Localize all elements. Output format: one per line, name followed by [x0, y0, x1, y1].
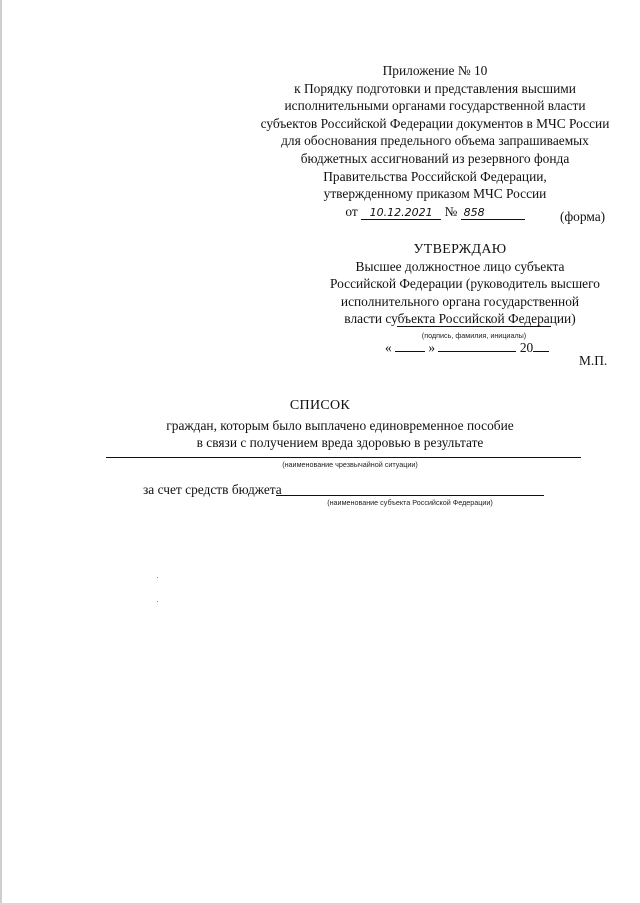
appendix-line: к Порядку подготовки и представления высшими	[294, 80, 576, 96]
emergency-name-line	[106, 457, 581, 458]
scan-edge-left	[0, 0, 2, 905]
year-blank	[533, 340, 549, 352]
seal-label: М.П.	[579, 353, 608, 368]
list-subtitle-line: граждан, которым было выплачено единовременное пособие	[166, 418, 514, 433]
year-prefix: 20	[519, 340, 534, 355]
approval-line: Высшее должностное лицо субъекта	[355, 259, 565, 275]
signature-caption: (подпись, фамилия, инициалы)	[421, 331, 527, 340]
day-blank	[395, 340, 425, 352]
date-open-quote: «	[385, 340, 392, 355]
list-subtitle-line: в связи с получением вреда здоровью в результате	[196, 434, 484, 450]
budget-caption: (наименование субъекта Российской Федерации)	[327, 498, 493, 507]
approval-line: исполнительного органа государственной	[340, 293, 580, 309]
order-number-handwritten: 858	[461, 206, 525, 220]
order-prefix: от	[345, 203, 358, 219]
signature-line	[397, 326, 551, 327]
month-blank	[438, 340, 516, 352]
appendix-line: исполнительными органами государственной власти	[284, 98, 586, 114]
approval-line: Российской Федерации (руководитель высшего	[330, 276, 600, 292]
order-number-label: №	[444, 203, 458, 219]
appendix-line: Приложение № 10	[382, 63, 488, 78]
appendix-line: субъектов Российской Федерации документов в МЧС России	[260, 115, 610, 131]
date-close-quote: »	[428, 340, 436, 355]
form-label: (форма)	[560, 209, 606, 224]
approval-title: УТВЕРЖДАЮ	[413, 242, 507, 257]
budget-subject-line	[276, 495, 544, 496]
list-title: СПИСОК	[289, 398, 351, 413]
order-date-handwritten: 10.12.2021	[361, 206, 441, 220]
emergency-caption: (наименование чрезвычайной ситуации)	[282, 460, 418, 469]
list-subtitle	[140, 418, 540, 451]
appendix-line: утвержденному приказом МЧС России	[323, 186, 547, 202]
approval-block	[330, 241, 600, 327]
appendix-header	[250, 62, 620, 220]
appendix-line: бюджетных ассигнований из резервного фонда	[300, 150, 570, 166]
scan-speck	[157, 601, 158, 602]
appendix-line: Правительства Российской Федерации,	[323, 168, 547, 184]
approval-date-row	[385, 340, 549, 356]
scan-speck	[157, 577, 158, 578]
budget-label: за счет средств бюджета	[143, 482, 282, 497]
appendix-line: для обоснования предельного объема запрашиваемых	[281, 133, 589, 149]
approval-line: власти субъекта Российской Федерации)	[344, 310, 576, 326]
